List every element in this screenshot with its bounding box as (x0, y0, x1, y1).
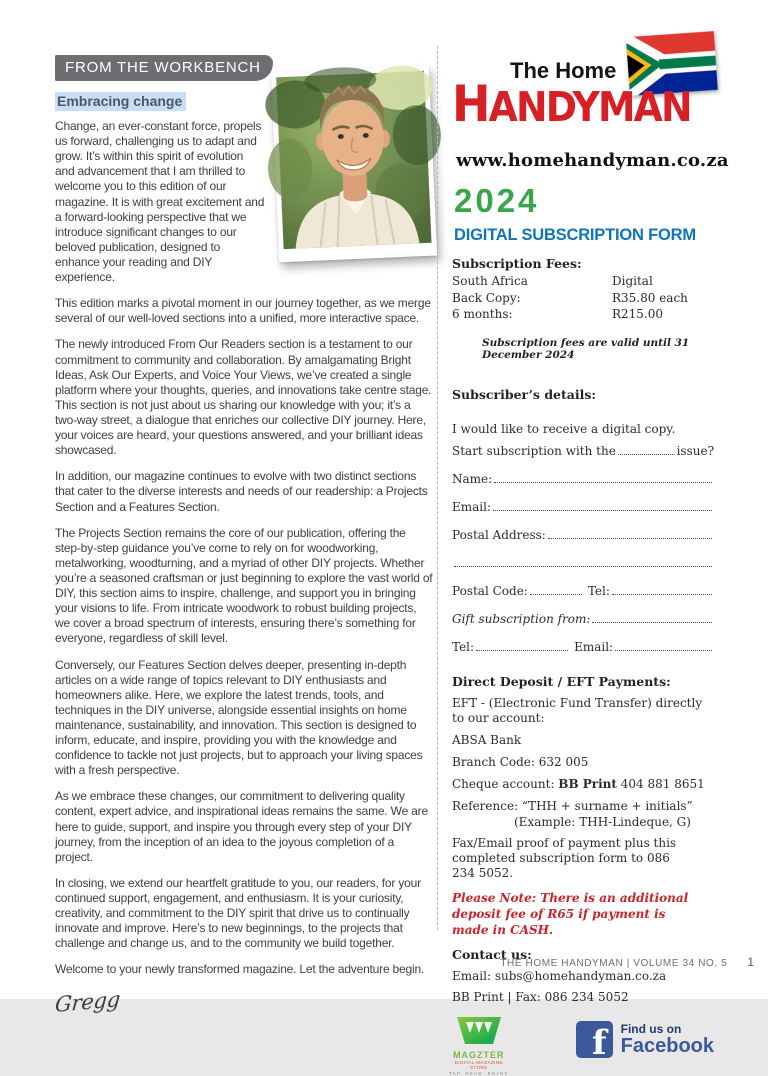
tel-email-field (452, 638, 714, 666)
start-issue-field (452, 442, 714, 470)
logo-the-home: The Home (510, 58, 617, 83)
magzter-name: MAGZTER (453, 1050, 505, 1061)
gift-subscription-field (452, 610, 714, 638)
name-fill-line[interactable] (494, 470, 712, 483)
page-footer (500, 955, 754, 969)
postal-code-tel-field (452, 582, 714, 610)
fee-row-6-months (452, 306, 714, 323)
magzter-tagline-1: DIGITAL MAGAZINE STORE (454, 1060, 503, 1071)
page-number: 1 (747, 955, 754, 969)
tel-label: Tel: (587, 583, 610, 598)
payments-heading: Direct Deposit / EFT Payments: (452, 673, 671, 689)
email2-fill-line[interactable] (615, 638, 712, 651)
fees-table (452, 273, 714, 323)
paragraph-4: In addition, our magazine continues to evolve with two distinct sections that cater to the diverse interests and needs of our readership: a Projects Section and a Features Section. (55, 469, 428, 514)
fees-heading: Subscription Fees: (452, 256, 582, 271)
fax-proof-line: Fax/Email proof of payment plus this completed subscription form to 086 234 5052. (452, 835, 677, 880)
masthead (452, 32, 729, 256)
cash-deposit-note: Please Note: There is an additional deposit fee of R65 if payment is made in CASH. (452, 890, 689, 937)
paragraph-5: The Projects Section remains the core of our publication, offering the step-by-step guidance you’ve come to rely on for woodworking, metalworking, woodturning, and a myriad of other DIY projects. Whether you’re a seasoned craftsman or just beginning to explore the vast world of DIY, this section aims to inspire, challenge, and support you in bringing your visions to life. From intricate woodwork to robust building projects, we cover a broad spectrum of interests, ensuring there’s something for everyone, regardless of skill level. (55, 525, 433, 646)
magzter-badge[interactable] (448, 1017, 510, 1076)
email-label: Email: (452, 499, 492, 514)
logo-handyman: HANDYMAN (452, 75, 691, 133)
postal-address-fill-line-2[interactable] (454, 554, 712, 567)
name-field (452, 470, 714, 498)
postal-address-fill-line[interactable] (548, 526, 712, 539)
tel-fill-line[interactable] (612, 582, 712, 595)
contact-heading: Contact us: (452, 947, 532, 963)
bank-name: ABSA Bank (452, 732, 522, 747)
postal-code-fill-line[interactable] (530, 582, 582, 595)
email-field (452, 498, 714, 526)
fee-region-label: South Africa (452, 274, 528, 288)
editor-portrait-illustration (276, 71, 431, 249)
postal-address-field (452, 526, 714, 554)
gift-subscription-label: Gift subscription from: (452, 611, 591, 626)
paragraph-6: Conversely, our Features Section delves deeper, presenting in-depth articles on a wide range of topics relevant to DIY enthusiasts and homeowners alike. Here, we explore the latest trends, tools, and techniques in the DIY universe, alongside essential insights on home maintenance, sustainability, and innovation. This section is designed to inform, educate, and inspire, providing you with the knowledge and confidence to tackle not just projects, but to approach your living spaces with a fresh perspective. (55, 657, 423, 778)
fee-region-value: Digital (612, 274, 653, 288)
editor-photo (271, 66, 437, 263)
article-headline: Embracing change (55, 92, 186, 111)
website-url: www.homehandyman.co.za (456, 150, 729, 171)
paragraph-3: The newly introduced From Our Readers section is a testament to our commitment to community and collaboration. By amalgamating Bright Ideas, Ask Our Experts, and Voice Your Views, we’ve created a single platform where your thoughts, queries, and innovations take centre stage. This section is not just about us sharing our knowledge with you; it’s a two-way street, a dialogue that enriches our collective DIY journey. Here, your voices are heard, your questions answered, and your brilliant ideas showcased. (55, 337, 432, 458)
contact-email[interactable]: Email: subs@homehandyman.co.za (452, 969, 667, 984)
postal-code-label: Postal Code: (452, 583, 528, 598)
start-issue-fill-line[interactable] (618, 442, 675, 455)
email2-label: Email: (574, 639, 614, 654)
fees-validity-note: Subscription fees are valid until 31 December 2024 (482, 336, 690, 361)
fee-row-region (452, 273, 714, 290)
editor-signature: Gregg (54, 986, 122, 1017)
cheque-account-label: Cheque account: (452, 776, 559, 791)
digital-copy-statement: I would like to receive a digital copy. (452, 421, 676, 436)
contact-fax: BB Print | Fax: 086 234 5052 (452, 990, 629, 1005)
eft-line: EFT - (Electronic Fund Transfer) directly to our account: (452, 695, 703, 725)
paragraph-9: Welcome to your newly transformed magazine. Let the adventure begin. (55, 962, 425, 977)
fee-row-back-copy (452, 290, 714, 307)
cheque-account-holder: BB Print (558, 776, 617, 791)
section-banner: FROM THE WORKBENCH (55, 55, 273, 81)
paragraph-8: In closing, we extend our heartfelt gratitude to you, our readers, for your continued support, engagement, and enthusiasm. It is your curiosity, creativity, and commitment to the DIY spirit that drive us to continually innovate and improve. Here’s to new beginnings, to the projects that challenge and change us, and to the community we build together. (55, 875, 421, 951)
subscription-year: 2024 (454, 182, 540, 219)
editorial-column (55, 55, 433, 1015)
facebook-wordmark: Facebook (620, 1035, 714, 1058)
postal-address-label: Postal Address: (452, 527, 546, 542)
paragraph-1: Change, an ever-constant force, propels us forward, challenging us to adapt and grow. It’s within this spirit of evolution and advancement that I am thrilled to welcome you to this edition of our magazine. It is with great excitement and a forward-looking perspective that we introduce significant changes to our beloved publication, designed to enhance your reading and DIY experience. (55, 119, 265, 285)
article-body (55, 119, 433, 1015)
start-issue-suffix: issue? (676, 443, 714, 458)
fee-6-months-label: 6 months: (452, 307, 513, 321)
subscription-column (449, 32, 729, 1076)
tel2-fill-line[interactable] (476, 638, 568, 651)
magzter-tagline-2: TAP. READ. ENJOY (449, 1071, 509, 1076)
form-title: DIGITAL SUBSCRIPTION FORM (454, 226, 696, 244)
email-fill-line[interactable] (493, 498, 712, 511)
fee-6-months-value: R215.00 (612, 307, 664, 321)
fee-back-copy-value: R35.80 each (612, 290, 688, 305)
footer-magazine-volume: THE HOME HANDYMAN | VOLUME 34 NO. 5 (500, 958, 728, 969)
facebook-icon: f (576, 1021, 613, 1058)
subscriber-details-heading: Subscriber’s details: (452, 386, 597, 402)
facebook-badge[interactable] (576, 1021, 714, 1064)
cheque-account-number: 404 881 8651 (616, 776, 705, 791)
reference-example: (Example: THH-Lindeque, G) (514, 814, 691, 829)
tel2-label: Tel: (452, 639, 475, 654)
branch-code: Branch Code: 632 005 (452, 754, 589, 769)
gift-subscription-fill-line[interactable] (592, 610, 712, 623)
reference-line: Reference: “THH + surname + initials” (452, 798, 693, 813)
paragraph-2: This edition marks a pivotal moment in our journey together, as we merge several of our well-loved sections into a unified, more interactive space. (55, 296, 431, 326)
name-label: Name: (452, 471, 493, 486)
fee-back-copy-label: Back Copy: (452, 290, 521, 305)
start-issue-label: Start subscription with the (452, 443, 616, 458)
cheque-account-line (452, 777, 714, 792)
badges-row (449, 1017, 714, 1076)
magzter-icon (456, 1017, 502, 1045)
facebook-find-us-text: Find us on (620, 1022, 682, 1037)
postal-address-continuation-field (452, 554, 714, 582)
column-divider (437, 46, 438, 930)
paragraph-7: As we embrace these changes, our commitment to delivering quality content, expert advice, and inspirational ideas remains the same. We are here to guide, support, and inspire you through every step of your DIY journey, from the inception of an idea to the joyous completion of a project. (55, 789, 428, 864)
